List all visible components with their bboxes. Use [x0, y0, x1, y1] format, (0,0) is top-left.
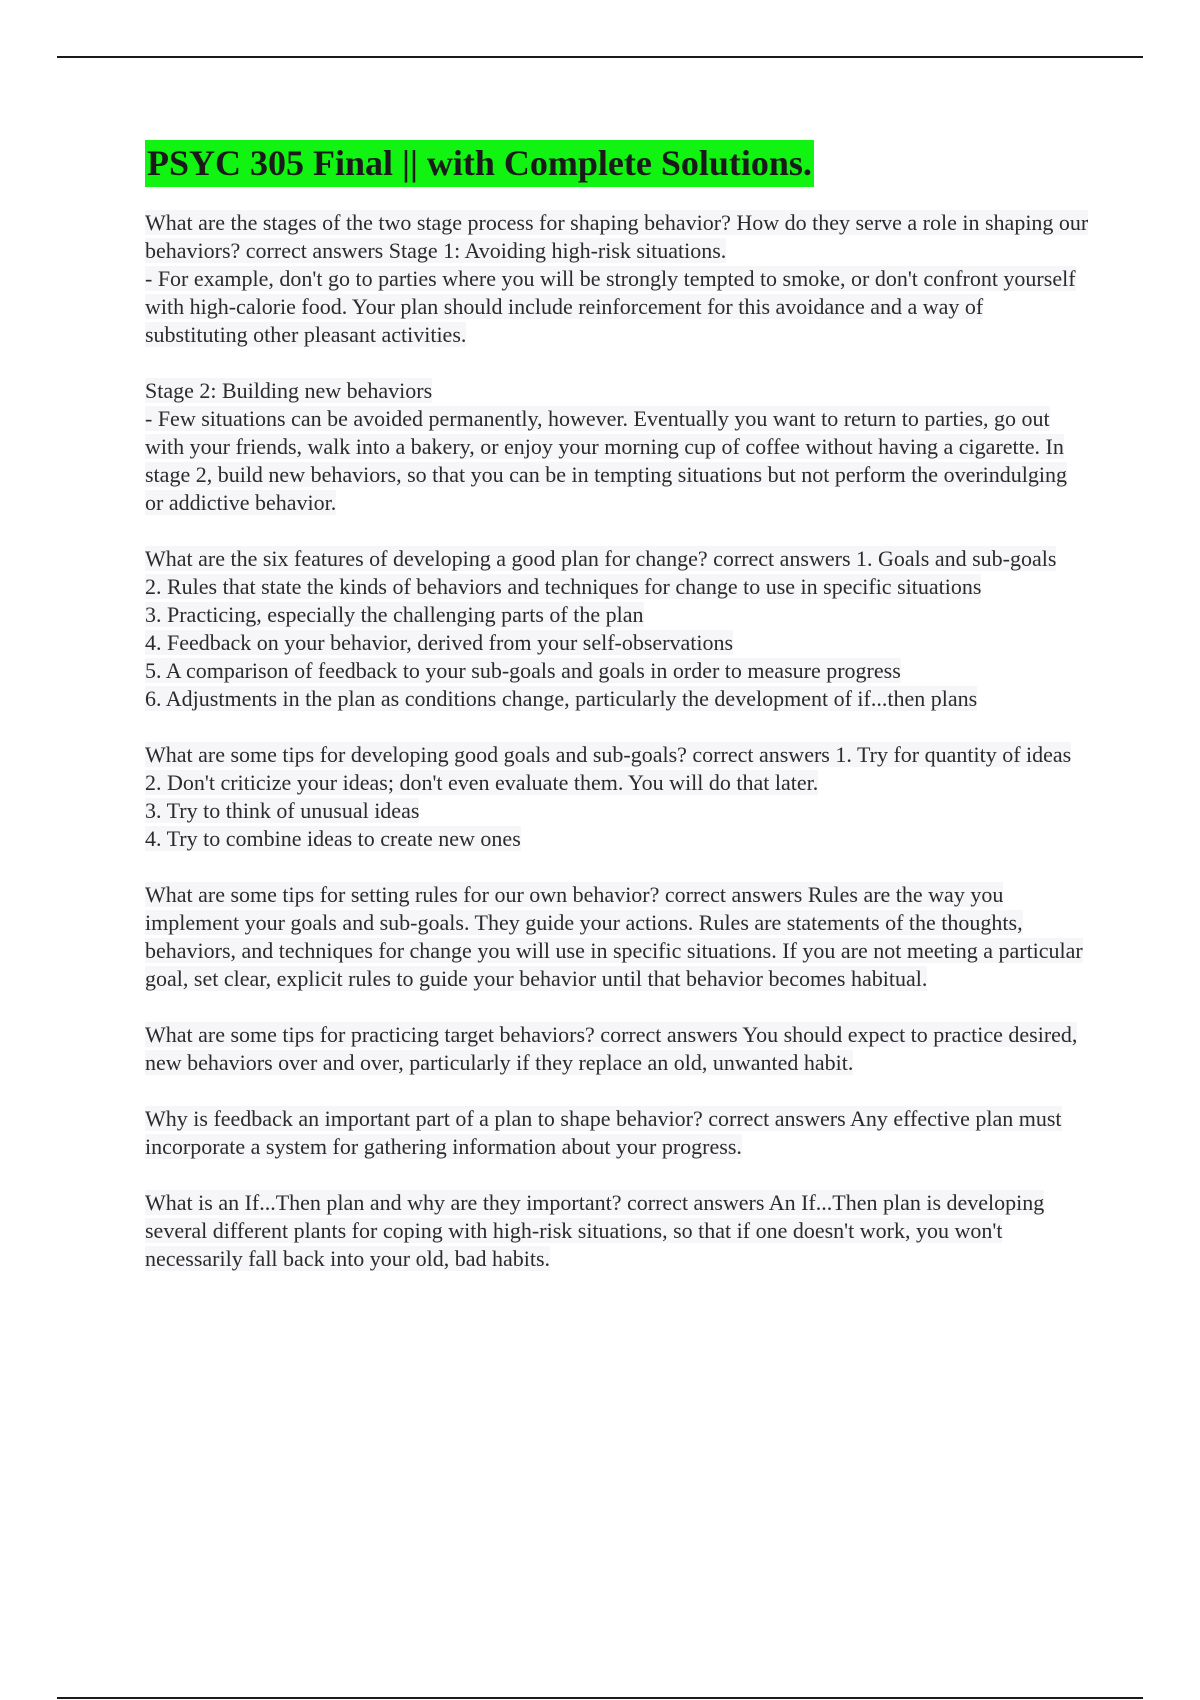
qa-paragraph	[145, 741, 1090, 853]
text-line: - Few situations can be avoided permanently, however. Eventually you want to return to parties, go out with your friends, walk into a bakery, or enjoy your morning cup of coffee without having a cigarette. In stage 2, build new behaviors, so that you can be in tempting situations but not perform the overindulging or addictive behavior.	[145, 406, 1068, 515]
text-line: Stage 2: Building new behaviors	[145, 378, 433, 403]
qa-block-4	[145, 881, 1090, 993]
text-line: What are the stages of the two stage process for shaping behavior? How do they serve a role in shaping our behaviors? correct answers Stage 1: Avoiding high-risk situations.	[145, 210, 1089, 263]
text-line: 3. Practicing, especially the challenging parts of the plan	[145, 602, 644, 627]
qa-paragraph	[145, 1105, 1090, 1161]
qa-paragraph	[145, 881, 1090, 993]
document-body	[145, 140, 1090, 1301]
qa-block-5	[145, 1021, 1090, 1077]
qa-paragraph	[145, 1021, 1090, 1077]
text-line: 6. Adjustments in the plan as conditions change, particularly the development of if...then plans	[145, 686, 978, 711]
text-line: 4. Feedback on your behavior, derived from your self-observations	[145, 630, 734, 655]
qa-block-1	[145, 209, 1090, 517]
text-line: What are some tips for practicing target behaviors? correct answers You should expect to practice desired, new behaviors over and over, particularly if they replace an old, unwanted habit.	[145, 1022, 1078, 1075]
qa-paragraph	[145, 545, 1090, 713]
document-title: PSYC 305 Final || with Complete Solutions.	[145, 140, 814, 187]
text-line: What are some tips for setting rules for our own behavior? correct answers Rules are the way you implement your goals and sub-goals. They guide your actions. Rules are statements of the thoughts, behaviors, and techniques for change you will use in specific situations. If you are not meeting a particular goal, set clear, explicit rules to guide your behavior until that behavior becomes habitual.	[145, 882, 1083, 991]
qa-paragraph	[145, 377, 1090, 517]
qa-block-6	[145, 1105, 1090, 1161]
text-line: 5. A comparison of feedback to your sub-goals and goals in order to measure progress	[145, 658, 901, 683]
text-line: Why is feedback an important part of a plan to shape behavior? correct answers Any effective plan must incorporate a system for gathering information about your progress.	[145, 1106, 1062, 1159]
bottom-rule	[57, 1697, 1143, 1699]
text-line: What is an If...Then plan and why are they important? correct answers An If...Then plan is developing several different plants for coping with high-risk situations, so that if one doesn't work, you won't necessarily fall back into your old, bad habits.	[145, 1190, 1045, 1271]
qa-block-3	[145, 741, 1090, 853]
text-line: - For example, don't go to parties where you will be strongly tempted to smoke, or don't confront yourself with high-calorie food. Your plan should include reinforcement for this avoidance and a way of substituting other pleasant activities.	[145, 266, 1076, 347]
qa-block-2	[145, 545, 1090, 713]
text-line: 3. Try to think of unusual ideas	[145, 798, 420, 823]
top-rule	[57, 56, 1143, 58]
qa-paragraph	[145, 209, 1090, 349]
qa-block-7	[145, 1189, 1090, 1273]
qa-paragraph	[145, 1189, 1090, 1273]
text-line: 4. Try to combine ideas to create new ones	[145, 826, 521, 851]
text-line: What are some tips for developing good goals and sub-goals? correct answers 1. Try for quantity of ideas	[145, 742, 1072, 767]
text-line: What are the six features of developing a good plan for change? correct answers 1. Goals and sub-goals	[145, 546, 1057, 571]
text-line: 2. Rules that state the kinds of behaviors and techniques for change to use in specific situations	[145, 574, 982, 599]
text-line: 2. Don't criticize your ideas; don't even evaluate them. You will do that later.	[145, 770, 819, 795]
